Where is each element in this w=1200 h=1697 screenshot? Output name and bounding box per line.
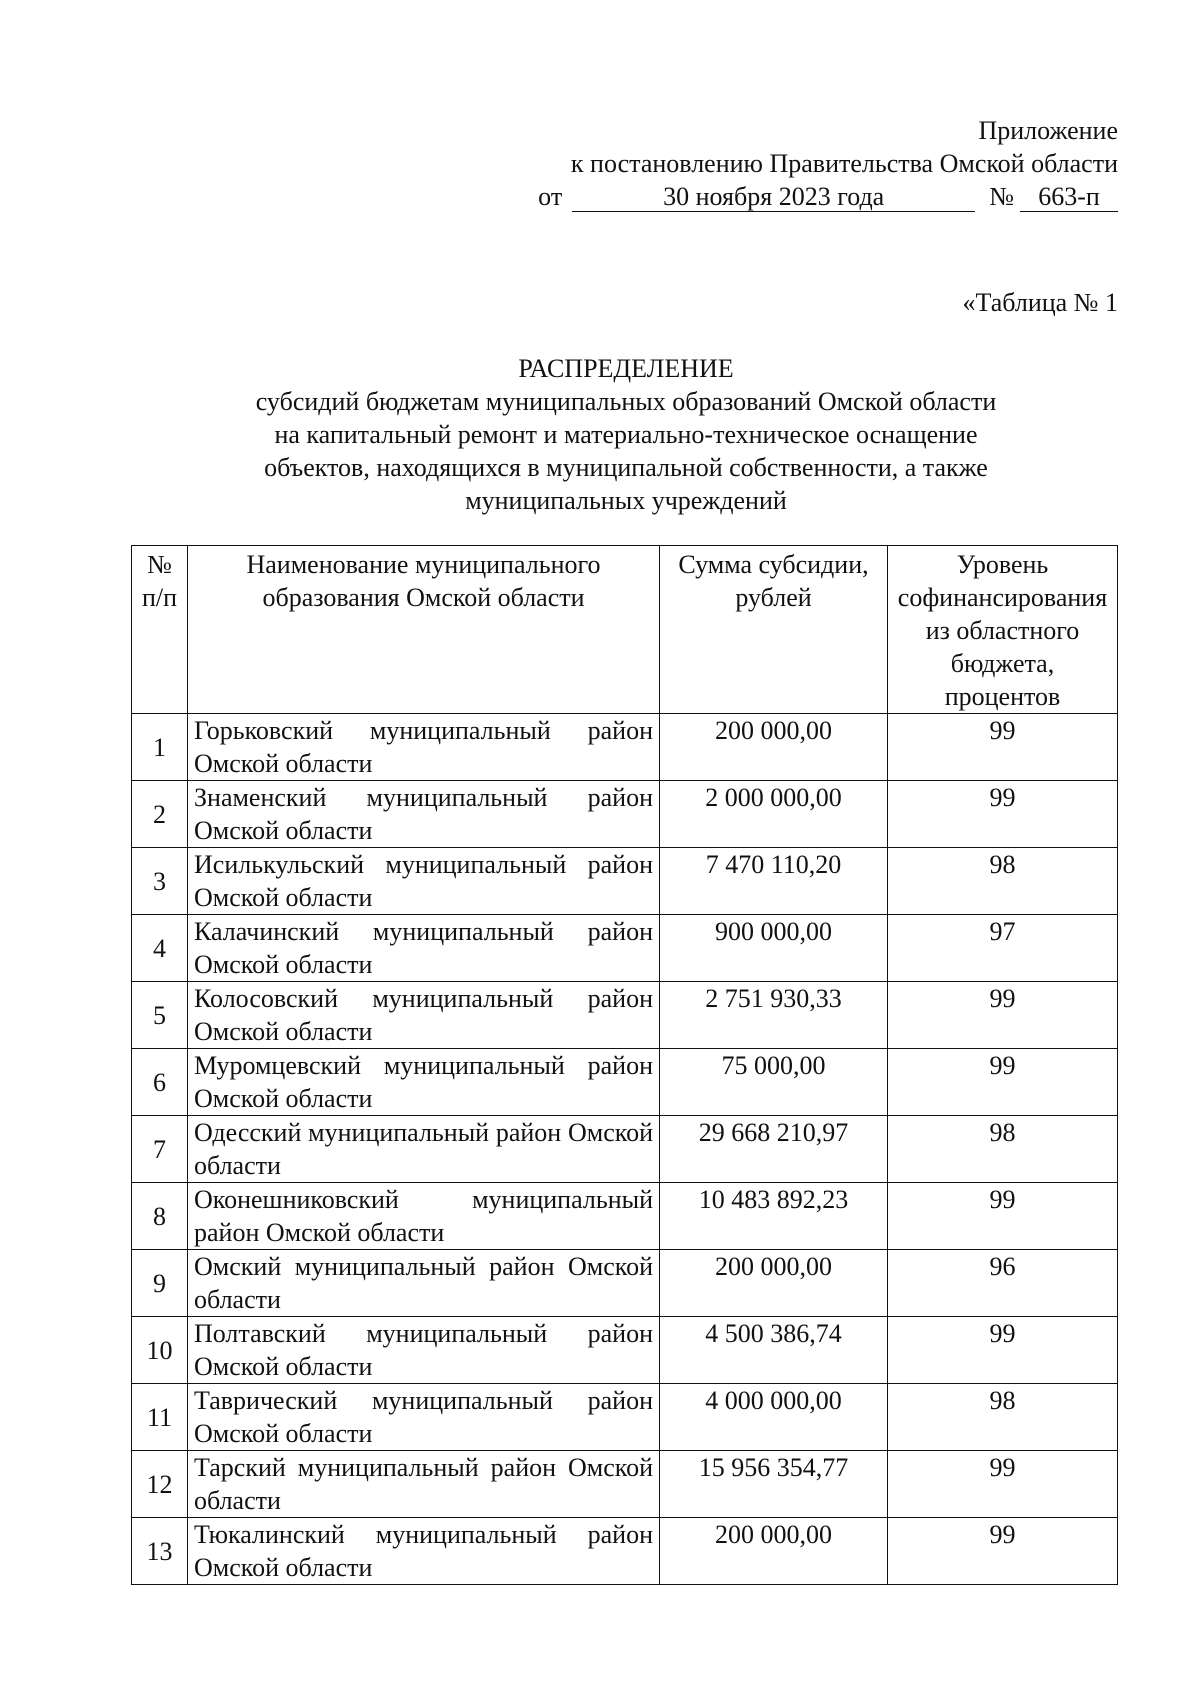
table-row	[132, 848, 1118, 915]
row-number: 1	[132, 714, 188, 781]
table-label: «Таблица № 1	[962, 288, 1118, 317]
municipality-name: Тюкалинский муниципальный район Омской области	[188, 1518, 660, 1585]
cofinancing-rate: 99	[888, 1049, 1118, 1116]
municipality-name: Знаменский муниципальный район Омской области	[188, 781, 660, 848]
decree-number: 663-п	[1020, 183, 1118, 212]
cofinancing-rate: 99	[888, 781, 1118, 848]
decree-date-number	[500, 180, 1118, 213]
subsidy-amount: 2 751 930,33	[660, 982, 888, 1049]
title-line: объектов, находящихся в муниципальной собственности, а также	[264, 453, 988, 482]
municipality-name: Колосовский муниципальный район Омской области	[188, 982, 660, 1049]
title-line: муниципальных учреждений	[465, 486, 787, 515]
row-number: 13	[132, 1518, 188, 1585]
cofinancing-rate: 98	[888, 1116, 1118, 1183]
cofinancing-rate: 99	[888, 1451, 1118, 1518]
municipality-name: Одесский муниципальный район Омской области	[188, 1116, 660, 1183]
table-row	[132, 1049, 1118, 1116]
cofinancing-rate: 96	[888, 1250, 1118, 1317]
municipality-name: Таврический муниципальный район Омской области	[188, 1384, 660, 1451]
number-sign: №	[989, 182, 1014, 211]
row-number: 2	[132, 781, 188, 848]
column-header-sum: Сумма субсидии, рублей	[660, 546, 888, 714]
subsidy-amount: 4 500 386,74	[660, 1317, 888, 1384]
row-number: 5	[132, 982, 188, 1049]
subsidy-amount: 10 483 892,23	[660, 1183, 888, 1250]
row-number: 12	[132, 1451, 188, 1518]
cofinancing-rate: 98	[888, 1384, 1118, 1451]
table-row	[132, 1183, 1118, 1250]
row-number: 8	[132, 1183, 188, 1250]
municipality-name: Оконешниковский муниципальный район Омской области	[188, 1183, 660, 1250]
cofinancing-rate: 99	[888, 1317, 1118, 1384]
subsidy-amount: 2 000 000,00	[660, 781, 888, 848]
subsidy-amount: 4 000 000,00	[660, 1384, 888, 1451]
municipality-name: Исилькульский муниципальный район Омской области	[188, 848, 660, 915]
municipality-name: Омский муниципальный район Омской области	[188, 1250, 660, 1317]
subsidy-amount: 200 000,00	[660, 714, 888, 781]
row-number: 7	[132, 1116, 188, 1183]
decree-reference: к постановлению Правительства Омской области	[570, 149, 1118, 178]
row-number: 11	[132, 1384, 188, 1451]
decree-date: 30 ноября 2023 года	[572, 183, 975, 212]
row-number: 10	[132, 1317, 188, 1384]
subsidy-amount: 200 000,00	[660, 1250, 888, 1317]
row-number: 9	[132, 1250, 188, 1317]
table-row	[132, 1116, 1118, 1183]
subsidy-amount: 75 000,00	[660, 1049, 888, 1116]
table-header-row	[132, 546, 1118, 714]
row-number: 4	[132, 915, 188, 982]
table-row	[132, 1451, 1118, 1518]
subsidy-amount: 200 000,00	[660, 1518, 888, 1585]
cofinancing-rate: 98	[888, 848, 1118, 915]
title-line: субсидий бюджетам муниципальных образований Омской области	[255, 387, 997, 416]
cofinancing-rate: 99	[888, 982, 1118, 1049]
distribution-table	[131, 545, 1118, 1585]
row-number: 6	[132, 1049, 188, 1116]
document-title	[150, 352, 1102, 517]
municipality-name: Горьковский муниципальный район Омской области	[188, 714, 660, 781]
subsidy-amount: 29 668 210,97	[660, 1116, 888, 1183]
column-header-number: № п/п	[132, 546, 188, 714]
table-row	[132, 982, 1118, 1049]
column-header-rate: Уровень софинансирования из областного бюджета, процентов	[888, 546, 1118, 714]
table-row	[132, 781, 1118, 848]
subsidy-amount: 7 470 110,20	[660, 848, 888, 915]
title-line: на капитальный ремонт и материально-техническое оснащение	[274, 420, 978, 449]
table-row	[132, 1250, 1118, 1317]
municipality-name: Калачинский муниципальный район Омской области	[188, 915, 660, 982]
table-row	[132, 1317, 1118, 1384]
column-header-name: Наименование муниципального образования Омской области	[188, 546, 660, 714]
subsidy-amount: 900 000,00	[660, 915, 888, 982]
municipality-name: Тарский муниципальный район Омской области	[188, 1451, 660, 1518]
municipality-name: Муромцевский муниципальный район Омской области	[188, 1049, 660, 1116]
annex-title: Приложение	[978, 116, 1118, 145]
cofinancing-rate: 99	[888, 1183, 1118, 1250]
table-row	[132, 915, 1118, 982]
table-row	[132, 1384, 1118, 1451]
subsidy-amount: 15 956 354,77	[660, 1451, 888, 1518]
cofinancing-rate: 97	[888, 915, 1118, 982]
cofinancing-rate: 99	[888, 1518, 1118, 1585]
from-label: от	[538, 182, 563, 211]
row-number: 3	[132, 848, 188, 915]
table-row	[132, 1518, 1118, 1585]
annex-header	[500, 114, 1118, 213]
title-heading: РАСПРЕДЕЛЕНИЕ	[518, 354, 734, 383]
cofinancing-rate: 99	[888, 714, 1118, 781]
municipality-name: Полтавский муниципальный район Омской области	[188, 1317, 660, 1384]
table-row	[132, 714, 1118, 781]
